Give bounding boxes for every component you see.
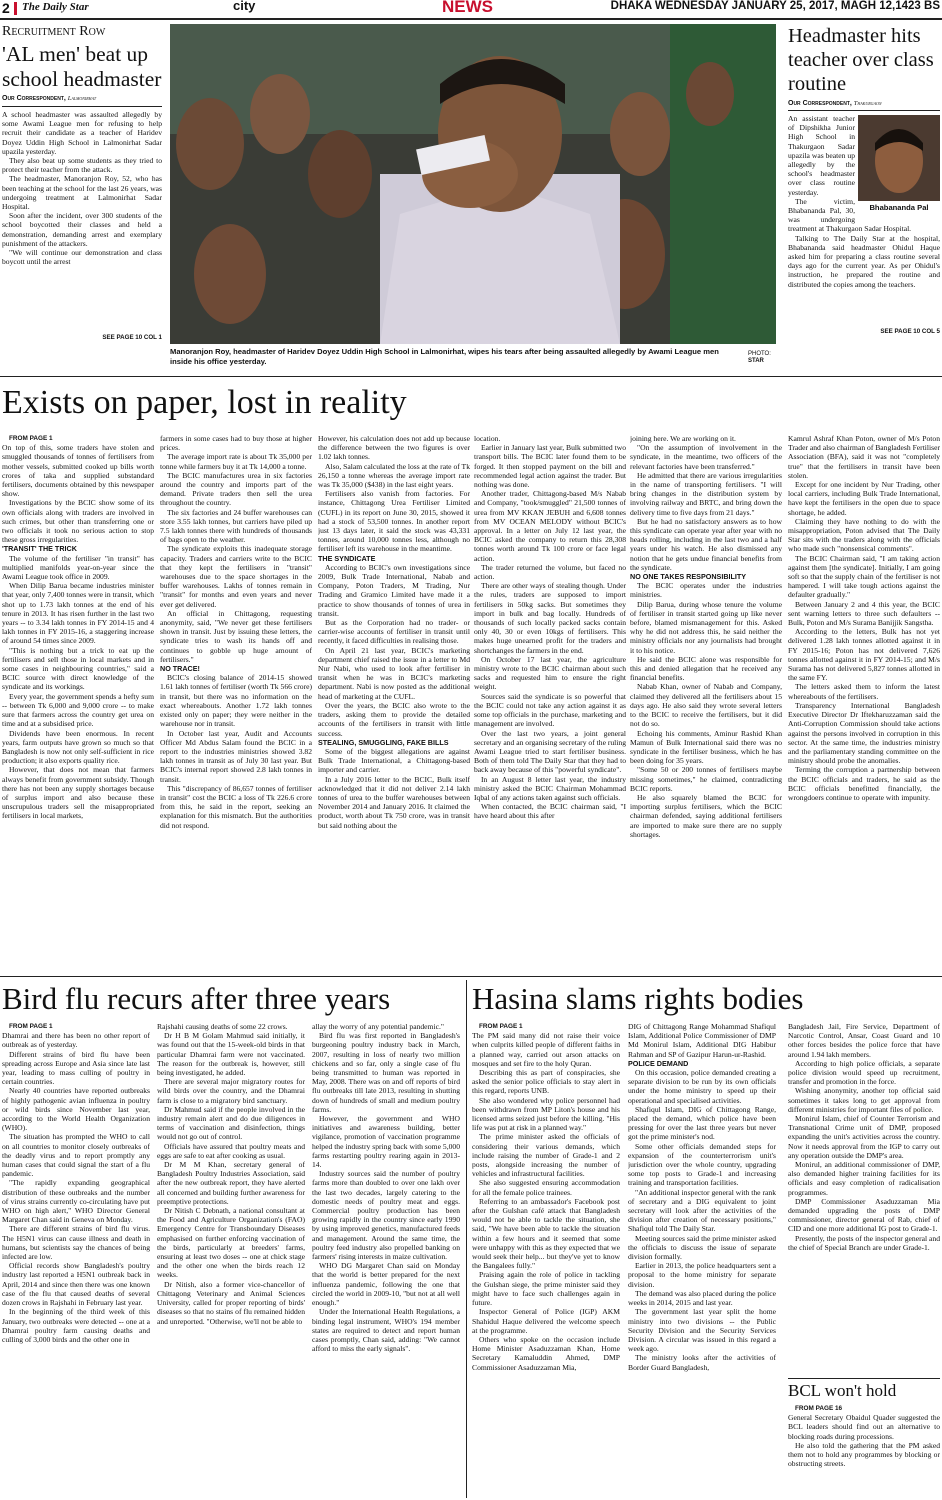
paragraph: Inspector General of Police (IGP) AKM Shahidul Haque delivered the welcome speech at the programme. — [472, 1307, 620, 1335]
paragraph: In an August 8 letter last year, the industry ministry asked the BCIC Chairman Mohammad Iqbal of any actions taken against such officials. — [474, 774, 626, 802]
kicker: Recruitment Row — [2, 24, 106, 39]
paragraph: This "discrepancy of 86,657 tonnes of fertiliser in transit" cost the BCIC a loss of Tk 226.6 crore from this, he said in the report, seeking an explanation for this mismatch. But the authorities did not respond. — [160, 783, 312, 830]
paragraph: Shafiqul Islam, DIG of Chittagong Range, placed the demand, which police have been pressing for over the last three years but never got the prime minister's nod. — [628, 1104, 776, 1142]
paragraph: There are other ways of stealing though. Under the rules, traders are supposed to import fertilisers in 50kg sacks. But sometimes they import in bulk and bag locally. Hundreds of thousands of such locally packed sacks contain only 40, 30 or even 10kgs of fertilisers. This makes huge unearned profit for the traders and shortchanges the farmers in the end. — [474, 581, 626, 655]
byline-place: Lalmonirhat — [67, 95, 97, 102]
paragraph: The victim, Bhabananda Pal, 30, was undergoing treatment at Thakurgaon Sadar Hospital. — [788, 196, 912, 234]
paragraph: The letters asked them to inform the latest whereabouts of the fertilisers. — [788, 682, 940, 701]
paragraph: "This is nothing but a trick to eat up the fertilisers and sell those in local markets and in some cases in neighbouring countries," said a BCIC source with direct knowledge of the syndicate and its workings. — [2, 645, 154, 692]
paragraph: The BCIC Chairman said, "I am taking action against them [the syndicate]. Initially, I am going soft so that the supply chain of the fertiliser is not hampered. I will take tough actions against the defaulter gradually." — [788, 553, 940, 600]
hasina-col-2 — [628, 1022, 776, 1498]
paragraph: They also beat up some students as they tried to protect their teacher from the attack. — [2, 156, 162, 175]
paragraph: Meeting sources said the prime minister asked the officials to discuss the issue of separate division formally. — [628, 1233, 776, 1262]
paragraph: He said the BCIC alone was responsible for this and denied allegation that he received any financial benefits. — [630, 654, 782, 683]
paragraph: Some other officials demanded steps for expansion of the counterterrorism unit's jurisdiction over the whole country, upgrading some top posts to Grade-1 and increasing training and transportation facilities. — [628, 1141, 776, 1188]
paragraph: Another trader, Chittagong-based M/s Nabab and Company, "took/smuggled" 21,500 tonnes of urea from MV KKAN JEBUH and 6,608 tonnes from MV OCEAN MELODY without BCIC's approval. In a letter on July 12 last year, the BCIC asked the company to return this 28,308 tonnes worth around Tk 100 crore or face legal action. — [474, 489, 626, 563]
paragraph: Dr Nitish, also a former vice-chancellor of Chittagong Veterinary and Animal Sciences University, called for proper reporting of birds' diseases so that no stains of flu remained hidden and unreported. "Otherwise, we'll not be able to — [157, 1279, 305, 1326]
section-name: city — [233, 0, 256, 13]
photo-illustration — [170, 24, 776, 344]
paragraph: Under the International Health Regulations, a binding legal instrument, WHO's 194 member states are required to detect and report human cases promptly, Chan said, adding: "We cannot afford to miss the early signals". — [312, 1307, 460, 1354]
credit-label: PHOTO: — [748, 351, 771, 357]
hasina-col-1 — [472, 1022, 620, 1498]
byline-rule — [2, 106, 162, 107]
from-page: FROM PAGE 1 — [9, 435, 53, 442]
subhead: 'TRANSIT' THE TRICK — [2, 544, 77, 554]
paragraph: farmers in some cases had to buy those at higher prices. — [160, 434, 312, 453]
paragraph: The syndicate exploits this inadequate storage capacity. Traders and carriers write to the BCIC that they kept the fertilisers in "transit" warehouses due to the space shortages in the buffer warehouses. Lakhs of tonnes remain in "transit" for months and even years and never ever get delivered. — [160, 544, 312, 609]
inset-photo — [858, 115, 940, 215]
subhead: THE SYNDICATE — [318, 553, 376, 563]
bcl-body — [788, 1404, 940, 1498]
section-rule-2 — [0, 976, 942, 977]
paragraph: She also suggested ensuring accommodation for all the female police trainees. — [472, 1178, 620, 1197]
paragraph: Some of the biggest allegations are against Bulk Trade International, a Chittagong-based importer and carrier. — [318, 746, 470, 775]
hasina-col-3 — [788, 1022, 940, 1374]
paragraph: Official records show Bangladesh's poultry industry last reported a H5N1 outbreak back in April, 2014 and since then there was one known case of the flu that caused deaths of several dozen crows in Rajshahi in February last year. — [2, 1261, 150, 1308]
headline-birdflu: Bird flu recurs after three years — [2, 981, 391, 1016]
paragraph: The government last year split the home ministry into two divisions -- the Public Security Division and the Security Services Division. A circular was issued in this regard a week ago. — [628, 1307, 776, 1354]
masthead — [0, 0, 942, 17]
exists-col-2 — [160, 434, 312, 970]
story-recruitment — [2, 24, 162, 370]
paragraph: In the beginning of the third week of this January, two outbreaks were detected -- one at a Dhamrai poultry farm causing deaths and culling of 3,000 birds and the other one in — [2, 1307, 150, 1344]
paragraph: Others who spoke on the occasion include Home Minister Asaduzzaman Khan, Home Secretary Kamaluddin Ahmed, DMP Commissioner Asaduzzaman Mia, — [472, 1334, 620, 1372]
paragraph: A school headmaster was assaulted allegedly by some Awami League men for refusing to help recruit their candidate as a teacher of Haridev Doyez Uddin High School in Lalmonirhat Sadar upazila yesterday. — [2, 110, 162, 156]
credit-name: STAR — [748, 358, 764, 364]
dateline: DHAKA WEDNESDAY JANUARY 25, 2017, MAGH 12,1423 BS — [610, 0, 940, 12]
headline: 'AL men' beat up school headmaster — [2, 42, 162, 91]
photo-caption — [170, 347, 730, 367]
exists-col-5 — [630, 434, 782, 970]
column-rule — [466, 980, 467, 1498]
birdflu-col-3 — [312, 1022, 460, 1498]
continued-ref: SEE PAGE 10 COL 5 — [880, 328, 940, 335]
paragraph: Earlier in January last year, Bulk submitted two transport bills. The BCIC later found them to be forged. It then stopped payment on the bill and recommended legal action against the trader. But nothing was done. — [474, 443, 626, 490]
byline — [788, 100, 940, 107]
paragraph: "Some 50 or 200 tonnes of fertilisers maybe missing sometimes," he claimed, contradicting BCIC reports. — [630, 765, 782, 793]
paragraph: Over the last two years, a joint general secretary and an organising secretary of the ruling Awami League tried to start fertiliser business. Both of them told The Daily Star that they had to back away because of this "powerful syndicate". — [474, 728, 626, 775]
paragraph: Soon after the incident, over 300 students of the school boycotted their classes and held a demonstration, demanding arrest and exemplary punishment of the attackers. — [2, 211, 162, 248]
paragraph: Presently, the posts of the inspector general and the chief of Special Branch are under Grade-1. — [788, 1233, 940, 1252]
paragraph: BCIC's closing balance of 2014-15 showed 1.61 lakh tonnes of fertiliser (worth Tk 566 crore) in transit, but there was no information on the exact whereabouts. Another 1.72 lakh tonnes existed only on paper; they were neither in the warehouse nor in transit. — [160, 673, 312, 729]
headline-hasina: Hasina slams rights bodies — [472, 981, 804, 1016]
paragraph: Talking to The Daily Star at the hospital, Bhabananda said headmaster Ohidul Haque asked him for preparing a class routine several days ago for the current year. As per Ohidul's instruction, he prepared the routine and distributed the copies among the teachers. — [788, 233, 940, 289]
subhead: NO TRACE! — [160, 664, 200, 674]
paragraph: He also told the gathering that the PM asked them not to hold any programmes by blocking or obstructing streets. — [788, 1440, 940, 1469]
paragraph: Dr H B M Golam Mahmud said initially, it was found out that the 15-week-old birds in that particular Dhamrai farm were not vaccinated. The reason for the outbreak is, however, still being investigated, he added. — [157, 1031, 305, 1078]
paragraph: Rajshahi causing deaths of some 22 crows. — [157, 1022, 288, 1031]
paragraph: The ministry looks after the activities of Border Guard Bangladesh, — [628, 1353, 776, 1372]
inset-face — [858, 115, 940, 201]
page-number: 2 — [2, 0, 10, 16]
paragraph: Sources said the syndicate is so powerful that the BCIC could not take any action against it as some top officials in the purchase, marketing and management are involved. — [474, 691, 626, 729]
exists-col-4 — [474, 434, 626, 970]
headline: Headmaster hits teacher over class routine — [788, 25, 934, 95]
story-body — [788, 114, 940, 328]
exists-col-3 — [318, 434, 470, 970]
birdflu-col-2 — [157, 1022, 305, 1498]
paper-logo: The Daily Star — [22, 1, 89, 13]
paragraph: However, the government and WHO initiatives and awareness building, better vigilance, promotion of vaccination programme helped the industry spring back with some 5,000 farms restarting poultry rearing again in 2013-14. — [312, 1114, 460, 1170]
paragraph: In October last year, Audit and Accounts Officer Md Abdus Salam found the BCIC in a report to the industries ministries showed 3.82 lakh tonnes in transit as of July 30 last year. But BCIC's internal report showed 2.8 lakh tonnes in transit. — [160, 728, 312, 784]
headline-bcl: BCL won't hold — [788, 1381, 897, 1400]
birdflu-col-1 — [2, 1022, 150, 1498]
paragraph: Also, Salam calculated the loss at the rate of Tk 26,150 a tonne whereas the average import rate was Tk 35,000 ($438) in the last eight years. — [318, 461, 470, 490]
paragraph: On top of this, some traders have stolen and smuggled thousands of tonnes of fertilisers from mother vessels, submitted cooked up bills worth crores of taka and supplied substandard fertilisers, documents obtained by this newspaper show. — [2, 443, 154, 499]
paragraph: But as the Corporation had no trader- or carrier-wise accounts of fertiliser in transit until recently, it faced difficulties in realising those. — [318, 618, 470, 646]
bcl-rule — [788, 1378, 940, 1379]
story-body — [2, 110, 162, 334]
paragraph: Monirul, an additional commissioner of DMP, also demanded higher training facilities for its officials and easy completion of radicalisation programmes. — [788, 1160, 940, 1197]
continued-ref: SEE PAGE 10 COL 1 — [102, 334, 162, 341]
subhead: STEALING, SMUGGLING, FAKE BILLS — [318, 737, 449, 747]
paragraph: DIG of Chittagong Range Mohammad Shafiqul Islam, Additional Police Commissioner of DMP Md Monirul Islam, Additional DIG Habibur Rahman and SP of Gazipur Harun-ur-Rashid. — [628, 1022, 776, 1059]
paragraph: Between January 2 and 4 this year, the BCIC sent warning letters to three such defaulters -- Bulk, Poton and M/s Surama Banijjik Sangstha. — [788, 599, 940, 628]
byline — [2, 95, 162, 102]
paragraph: location. — [474, 434, 501, 443]
paragraph: The demand was also placed during the police weeks in 2014, 2015 and last year. — [628, 1288, 776, 1308]
paragraph: The six factories and 24 buffer warehouses can store 3.55 lakh tonnes, but carriers have piled up 7.5 lakh tonnes there with hundreds of thousands of bags open to the weather. — [160, 507, 312, 545]
section-rule-1 — [0, 376, 942, 377]
paragraph: "The rapidly expanding geographical distribution of these outbreaks and the number of virus strains currently co-circulating have put WHO on high alert," WHO Director General Margaret Chan said in Geneva on Monday. — [2, 1178, 150, 1225]
paragraph: Dr M M Khan, secretary general of Bangladesh Poultry Industries Association, said after the new outbreak report, they have alerted all concerned and building further awareness for preemptive protections. — [157, 1160, 305, 1206]
paragraph: Bangladesh Jail, Fire Service, Department of Narcotic Control, Ansar, Coast Guard and 10 other forces besides the police force that have around 1.94 lakh members. — [788, 1022, 940, 1059]
paragraph: Transparency International Bangladesh Executive Director Dr Iftekharuzzaman said the Anti-Corruption Commission should take actions against the persons involved in corruption in this sector. At the same time, the industries ministry and the parliamentary standing committee on the ministry should probe the anomalies. — [788, 700, 940, 766]
paragraph: The prime minister asked the officials of considering their various demands, which include raising the number of Grade-1 and 2 posts, alongside increasing the number of vehicles and infrastructural facilities. — [472, 1132, 620, 1179]
paragraph: On October 17 last year, the agriculture ministry wrote to the BCIC chairman about such sacks and requested him to ensure the right weight. — [474, 654, 626, 692]
headline-exists: Exists on paper, lost in reality — [2, 384, 407, 421]
paragraph: DMP Commissioner Asaduzzaman Mia demanded upgrading the posts of DMP commissioner, director general of Rab, chief of CID and one more additional IG post to Grade-1. — [788, 1196, 940, 1234]
paragraph: The situation has prompted the WHO to call on all countries to monitor closely outbreaks of the deadly virus and to report promptly any human cases that could signal the start of a flu pandemic. — [2, 1132, 150, 1179]
photo-credit — [748, 351, 771, 365]
paragraph: Fertilisers also vanish from factories. For instance, Chittagong Urea Fertiliser Limited (CUFL) in its report on June 30, 2015, showed it had a stock of 53,500 tonnes. In another report just 13 days later, it said the stock was 43,331 tonnes, around 10,000 tonnes less, although no fertiliser left its warehouse in the meantime. — [318, 489, 470, 554]
byline-name: Our Correspondent, — [2, 95, 66, 102]
paragraph: He also squarely blamed the BCIC for importing surplus fertilisers, which the BCIC chairman defended, saying additional fertilisers are imported to make sure there are no supply shortages. — [630, 792, 782, 839]
paragraph: The PM said many did not raise their voice when culprits killed people of different faiths in a planned way, carried out arson attacks on mosques and set fire to the holy Quran. — [472, 1031, 620, 1068]
paragraph: Dhamrai and there has been no other report of outbreak as of yesterday. — [2, 1031, 150, 1050]
news-label: NEWS — [442, 0, 493, 16]
paragraph: Nearly 40 countries have reported outbreaks of highly pathogenic avian influenza in poultry or wild birds since November last year, according to the World Health Organization (WHO). — [2, 1086, 150, 1133]
paragraph: But he had no satisfactory answers as to how this syndicate can operate year after year with no heads rolling, including in the last two and a half years under his watch. He also dismissed any notion that he gets undue financial benefits from the syndicate. — [630, 516, 782, 572]
paragraph: Describing this as part of conspiracies, she asked the senior police officials to stay alert in this regard, reports UNB. — [472, 1068, 620, 1096]
paragraph: The average import rate is about Tk 35,000 per tonne while farmers buy it at Tk 14,000 a tonne. — [160, 452, 312, 471]
paragraph: An assistant teacher of Dipshikha Junior High School in Thakurgaon Sadar upazila was beaten up allegedly by the school's headmaster over class routine yesterday. — [788, 114, 855, 197]
from-page: FROM PAGE 1 — [479, 1023, 523, 1030]
paragraph: Investigations by the BCIC show some of its own officials along with traders are involved in such crimes, but other than transferring one or two officials it took no serious action to stop these gross irregularities. — [2, 498, 154, 545]
from-page: FROM PAGE 16 — [795, 1405, 843, 1412]
paragraph: When contacted, the BCIC chairman said, "I have heard about this after — [474, 802, 626, 821]
paragraph: Monirul Islam, chief of Counter Terrorism and Transnational Crime unit of DMP, proposed expanding the unit's activities across the country. Now it needs approval from the IGP to carry out any operation outside the DMP's area. — [788, 1114, 940, 1160]
paragraph: Dilip Barua, during whose tenure the volume of fertiliser in transit started going up like never before, blamed mismanagement for this. Asked why he did not address this, he said neither the ministry officials nor any journalists had brought it to his notice. — [630, 599, 782, 655]
byline-rule — [788, 110, 940, 111]
lead-photo — [170, 24, 776, 344]
paragraph: There are several major migratory routes for wild birds over the country, and the Dhamrai farm is close to a migratory bird sanctuary. — [157, 1077, 305, 1105]
paragraph: The BCIC manufactures urea in six factories around the country and imports part of the demand. Private traders then sell the urea throughout the country. — [160, 470, 312, 508]
byline-place: Thakurgaon — [853, 100, 882, 107]
paragraph: The headmaster, Manoranjon Roy, 52, who has been teaching at the school for the last 26 years, was undergoing treatment at Lalmonirhat Sadar Hospital. — [2, 174, 162, 212]
paragraph: Nabab Khan, owner of Nabab and Company, claimed they delivered all the fertilisers about 15 days ago. He also said they wrote several letters to the BCIC to receive the fertilisers, but it did not do so. — [630, 682, 782, 729]
paragraph: Industry sources said the number of poultry farms more than doubled to over one lakh over the last two decades, largely catering to the domestic needs of poultry meat and eggs. Commercial poultry production has been growing rapidly in the country since early 1990 by using improved genetics, manufactured feeds and management. Around the same time, the poultry feed industry also propelled banking on farmers' rising interests in maize cultivation. — [312, 1169, 460, 1262]
page-number-bar — [14, 2, 17, 15]
paragraph: Echoing his comments, Aminur Rashid Khan Mamun of Bulk International said there was no syndicate in the fertiliser business, which he has been doing for 35 years. — [630, 728, 782, 766]
paragraph: An official in Chittagong, requesting anonymity, said, "We never get these fertilisers shown in transit. Just by issuing these letters, the syndicate tries to wash its hands off and continues to gobble up huge amount of fertilisers." — [160, 608, 312, 664]
paragraph: On April 21 last year, BCIC's marketing department chief raised the issue in a letter to Md Nur Nabi, who used to look after fertiliser in transit when he was in BCIC's marketing department. Nabi is now posted as the additional head of marketing at the CUFL. — [318, 645, 470, 701]
paragraph: joining here. We are working on it. — [630, 434, 736, 443]
exists-col-6 — [788, 434, 940, 970]
paragraph: On this occasion, police demanded creating a separate division to be run by its own officials under the home ministry to speed up their operational and specialised activities. — [628, 1068, 776, 1105]
paragraph: Different strains of bird flu have been spreading across Europe and Asia since late last year, leading to mass culling of poultry in certain countries. — [2, 1049, 150, 1087]
paragraph: allay the worry of any potential pandemic." — [312, 1022, 444, 1031]
paragraph: Terming the corruption a partnership between the BCIC officials and traders, he said as the BCIC officials benefitted financially, the wrongdoers continue to operate with impunity. — [788, 765, 940, 802]
paragraph: Dividends have been enormous. In recent years, farm outputs have grown so much so that Bangladesh is now not only self-sufficient in rice production; it also exports quality rice. — [2, 728, 154, 766]
paragraph: WHO DG Margaret Chan said on Monday that the world is better prepared for the next influenza pandemic, following the one that circled the world in 2009-10, "but not at all well enough." — [312, 1261, 460, 1308]
paragraph: However, his calculation does not add up because the difference between the two figures is over 1.02 lakh tonnes. — [318, 434, 470, 462]
caption-text: Manoranjon Roy, headmaster of Haridev Doyez Uddin High School in Lalmonirhat, wipes his tears after being assaulted allegedly by Awami League men inside his office yesterday. — [170, 347, 719, 366]
paragraph: The BCIC operates under the industries ministries. — [630, 581, 782, 600]
paragraph: The volume of the fertiliser "in transit" has multiplied manifolds year-on-year since the Awami League took office in 2009. — [2, 553, 154, 582]
paragraph: The trader returned the volume, but faced no action. — [474, 562, 626, 582]
paragraph: Officials have assured that poultry meats and eggs are safe to eat after cooking as usual. — [157, 1141, 305, 1160]
paragraph: Kamrul Ashraf Khan Poton, owner of M/s Poton Trader and also chairman of Bangladesh Fertiliser Association (BFA), said it was not "completely true" that the fertilisers in transit have been stolen. — [788, 434, 940, 480]
paragraph: Wishing anonymity, another top official said sometimes it takes long to get approval from different ministries for important files of police. — [788, 1086, 940, 1114]
paragraph: "We will continue our demonstration and class boycott until the arrest — [2, 248, 162, 267]
paragraph: "On the assumption of involvement in the syndicate, in the meantime, two officers of the relevant factories have been transferred." — [630, 443, 782, 471]
paragraph: He admitted that there are various irregularities in the name of transporting fertilisers. "I will bring changes in the distribution system by involving railway and BRTC, and bring down the delivery time to five days from 21 days." — [630, 470, 782, 517]
paragraph: According to BCIC's own investigations since 2009, Bulk Trade International, Nabab and Company, Poton Traders, M Trading, Nur Trading and Gramico Limited have made it a practice to show thousands of tonnes of urea in transit. — [318, 562, 470, 618]
paragraph: She also wondered why police personnel had been withdrawn from MP Liton's house and his licensed arms seized just before the killing. "His life was put at risk in a planned way." — [472, 1095, 620, 1133]
paragraph: "An additional inspector general with the rank of secretary and a DIG equivalent to joint secretary will look after the activities of the division after creation of necessary positions," Shafiqul told The Daily Star. — [628, 1187, 776, 1234]
inset-name: Bhabananda Pal — [858, 201, 940, 215]
story-headmaster — [788, 24, 940, 370]
paragraph: In a July 2016 letter to the BCIC, Bulk itself acknowledged that it did not deliver 2.14 lakh tonnes of urea to the buffer warehouses between November 2014 and January 2016. It claimed the product, worth about Tk 750 crore, was in transit but said nothing about the — [318, 774, 470, 830]
paragraph: Except for one incident by Nur Trading, other local carriers, including Bulk Trade International, have kept the fertilisers in the open due to space shortage, he added. — [788, 480, 940, 517]
paragraph: Dr Mahmud said if the people involved in the industry remain alert and do due diligences in terms of vaccination and disinfection, things would not go out of control. — [157, 1104, 305, 1142]
paragraph: Referring to an ambassador's Facebook post after the Gulshan café attack that Bangladesh would not be able to tackle the situation, she said, "We have been able to tackle the situation within a few hours and it seemed that some were unhappy with this as they expected that we would seek their help... but they've yet to know the Bangalees fully." — [472, 1196, 620, 1271]
paragraph: Praising again the role of police in tackling the Gulshan siege, the prime minister said they might have to face such challenges again in future. — [472, 1270, 620, 1308]
paragraph: Bird flu was first reported in Bangladesh's burgeoning poultry industry back in March, 2007, resulting in loss of nearly two million chickens and so far, only a single case of flu being transmitted to human was reported in May, 2008. There was on and off reports of bird flu outbreaks till late 2013, resulting in shutting down of hundreds of small and medium poultry farms. — [312, 1031, 460, 1114]
paragraph: When Dilip Barua became industries minister that year, only 7,400 tonnes were in transit, which shot up to 1.73 lakh tonnes at the end of his tenure in 2013. It has risen further in the last two years -- to 3.34 lakh tonnes in FY 2014-15 and 4 lakh tonnes in FY 2015-16, a staggering increase of around 54 times since 2009. — [2, 581, 154, 646]
paragraph: According to the letters, Bulk has not yet delivered 1.28 lakh tonnes allotted against it in FY 2015-16; Poton has not delivered 7,626 tonnes allotted against it in FY 2014-15; and M/s Surama has not delivered 5,827 tonnes allotted in the same FY. — [788, 627, 940, 683]
paragraph: General Secretary Obaidul Quader suggested the BCL leaders should find out an alternative to blocking roads during processions. — [788, 1413, 940, 1441]
byline-name: Our Correspondent, — [788, 100, 852, 107]
subhead: POLICE DEMAND — [628, 1058, 689, 1068]
paragraph: Dr Nitish C Debnath, a national consultant at the Food and Agriculture Organization's (FAO) Emergency Centre for Transboundary Diseases emphasised on further enforcing vaccination of the birds, particularly at breeders' farms, ensuring at least two doses -- one at chick stage and the other one when the birds reach 12 weeks. — [157, 1206, 305, 1280]
paragraph: However, that does not mean that farmers always benefit from government subsidy. Though there has not been any supply shortages because of surplus import and also because these unscrupulous traders sell the misappropriated fertilisers in local markets, — [2, 765, 154, 821]
paragraph: Every year, the government spends a hefty sum -- between Tk 6,000 and 9,000 crore -- to make sure that farmers across the country get urea on time and at a subsidised price. — [2, 691, 154, 729]
paragraph: Earlier in 2013, the police headquarters sent a proposal to the home ministry for separate division. — [628, 1261, 776, 1289]
paragraph: Claiming they have nothing to do with the misappropriation, Poton advised that The Daily Star sits with the traders along with the officials who made such "nonsensical comments". — [788, 516, 940, 554]
paragraph: There are different strains of bird flu virus. The H5N1 virus can cause illness and death in humans, but scientists say the chances of being infected are low. — [2, 1224, 150, 1262]
masthead-rule — [0, 18, 942, 20]
paragraph: Over the years, the BCIC also wrote to the traders, asking them to provide the detailed accounts of the fertilisers in transit with little success. — [318, 700, 470, 738]
subhead: NO ONE TAKES RESPONSIBILITY — [630, 572, 747, 582]
from-page: FROM PAGE 1 — [9, 1023, 53, 1030]
paragraph: According to high police officials, a separate police division would speed up recruitment, transfer and promotion in the force. — [788, 1058, 940, 1087]
exists-col-1 — [2, 434, 154, 970]
